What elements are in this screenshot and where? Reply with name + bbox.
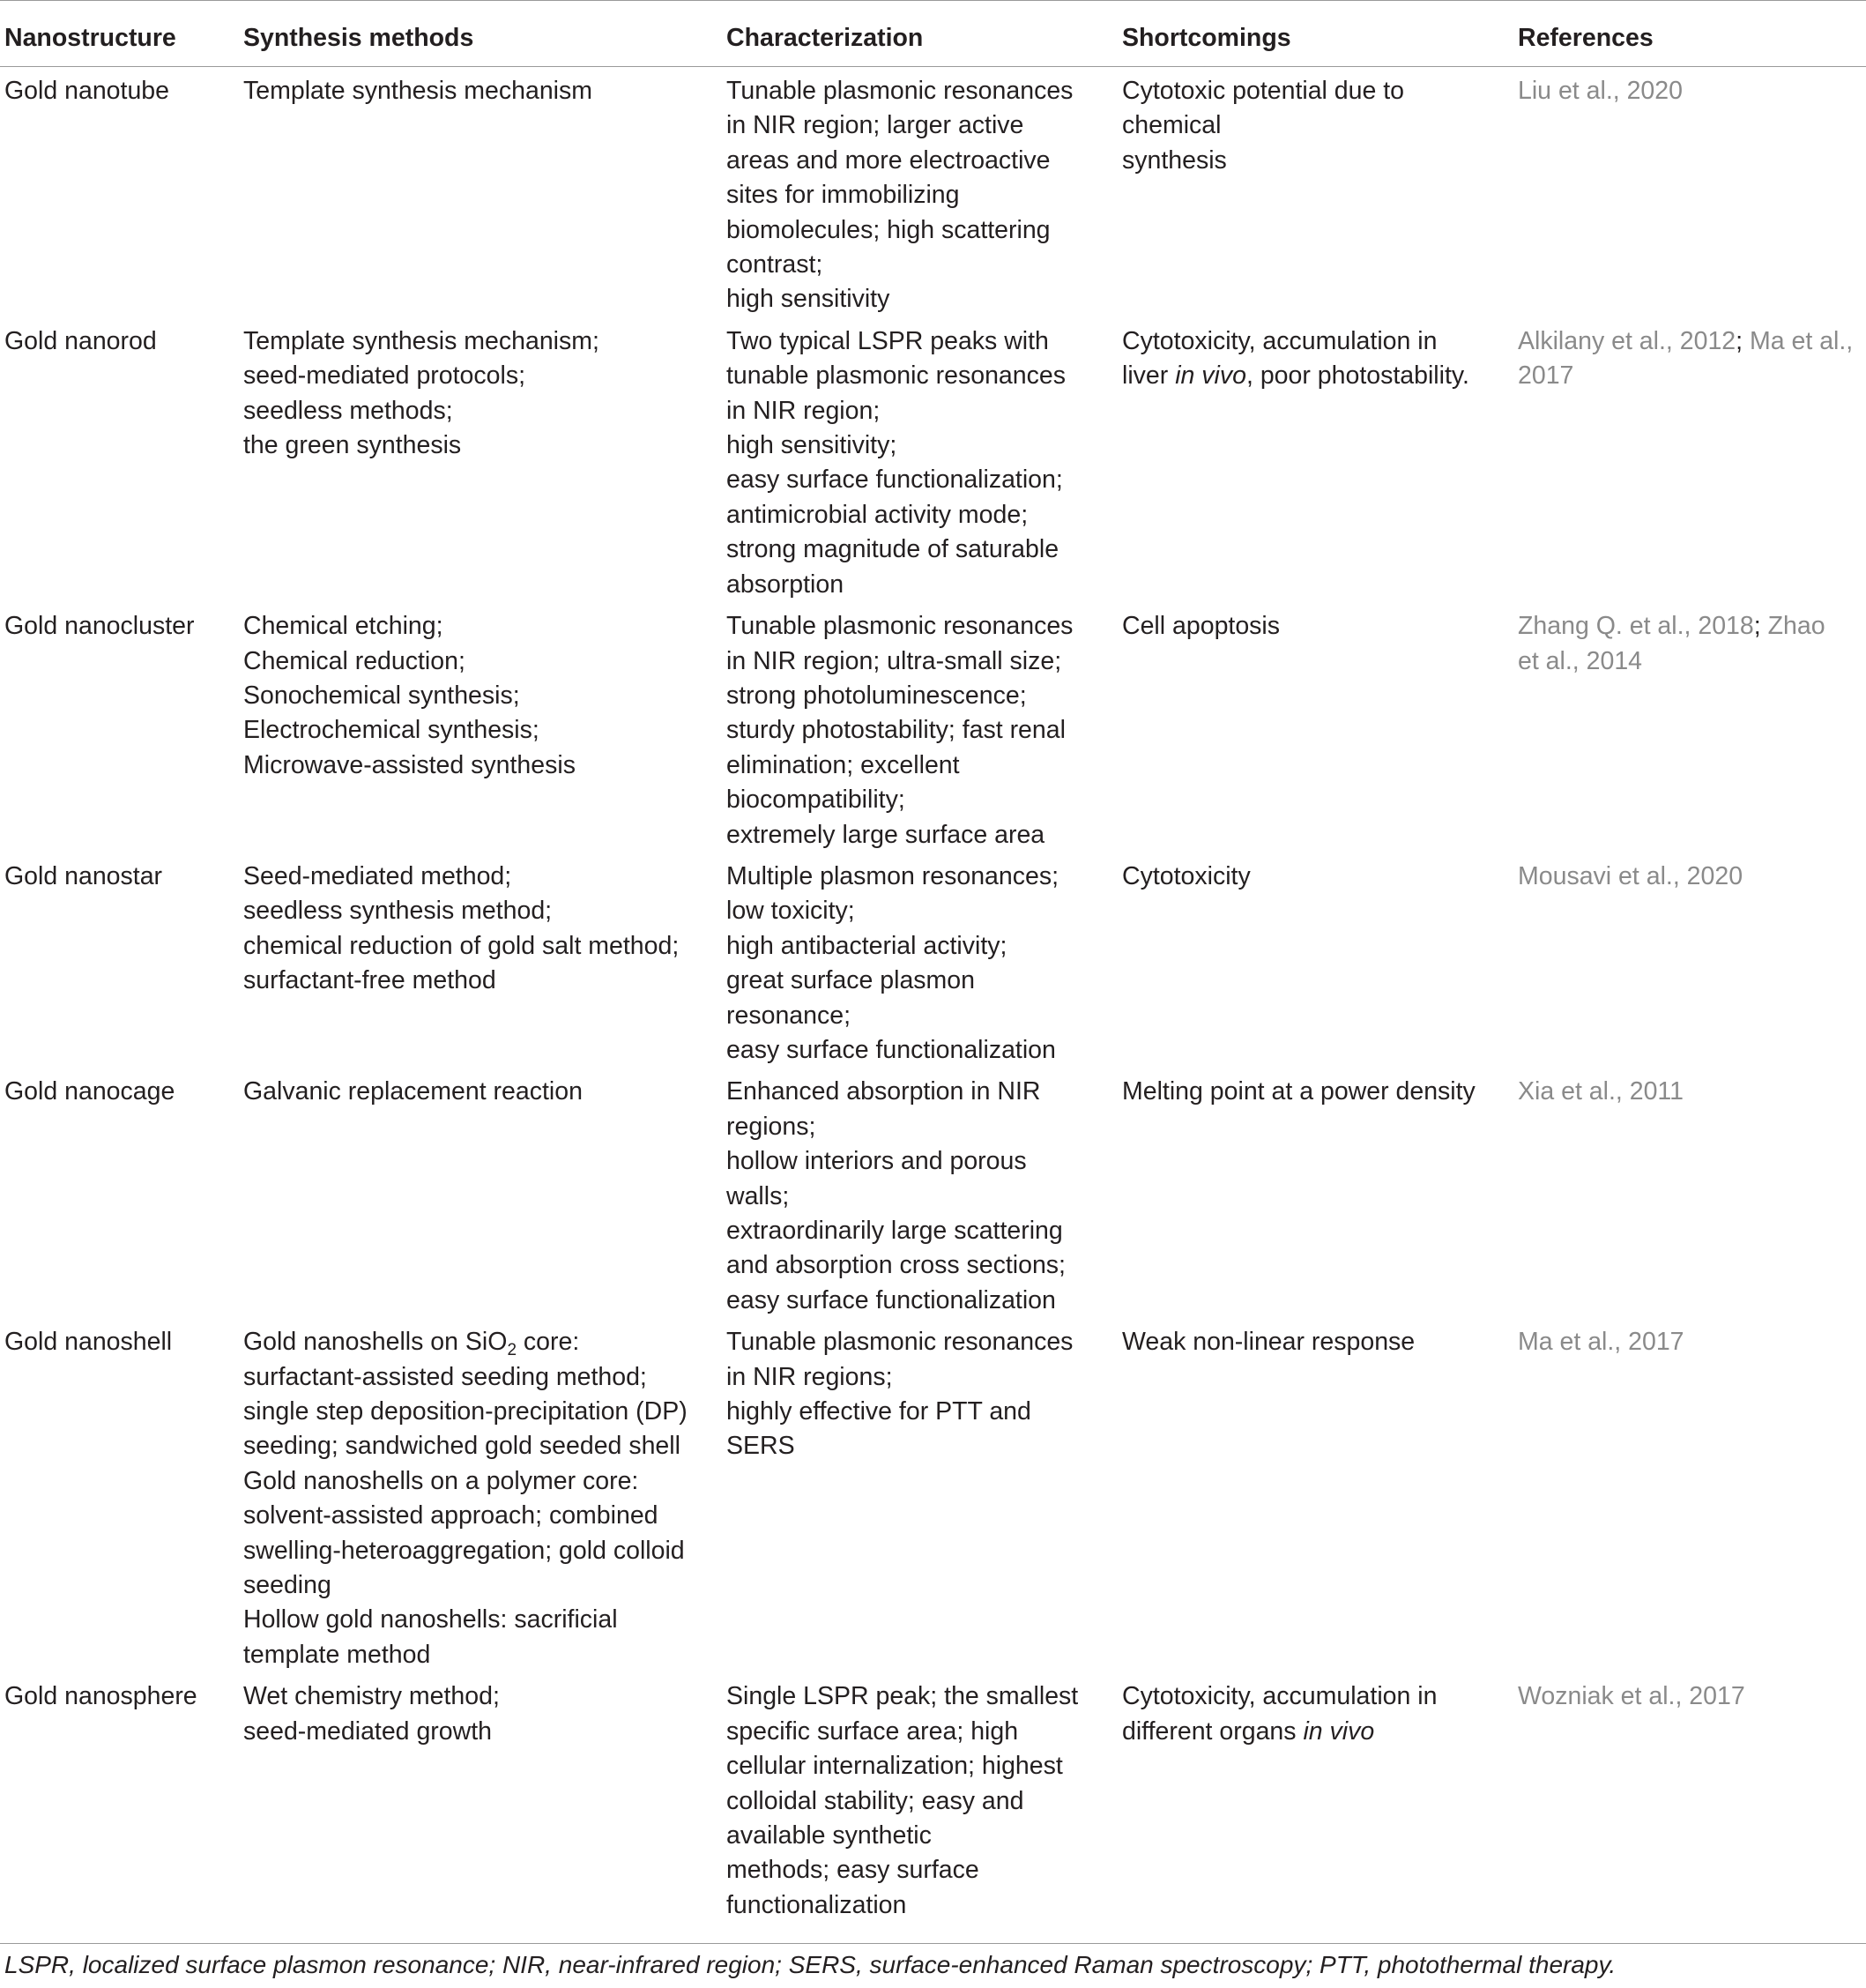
reference-link[interactable]: Liu et al., 2020 bbox=[1518, 77, 1683, 105]
table-row bbox=[0, 1318, 1866, 1672]
header-synthesis-methods: Synthesis methods bbox=[243, 1, 726, 67]
cell-synthesis: Template synthesis mechanism bbox=[243, 77, 592, 105]
cell-synthesis: Galvanic replacement reaction bbox=[243, 1077, 583, 1106]
reference-link[interactable]: Ma et al., 2017 bbox=[1518, 1328, 1684, 1357]
cell-shortcomings bbox=[1122, 317, 1518, 602]
subscript: 2 bbox=[507, 1341, 517, 1360]
cell-nanostructure: Gold nanocage bbox=[4, 1077, 175, 1106]
header-nanostructure: Nanostructure bbox=[0, 1, 243, 67]
reference-link[interactable]: Mousavi et al., 2020 bbox=[1518, 861, 1743, 890]
cell-references bbox=[1518, 853, 1866, 1068]
reference-link[interactable]: Alkilany et al., 2012 bbox=[1518, 326, 1736, 355]
cell-synthesis: Template synthesis mechanism; seed-mediated protocols; seedless methods; the green synthesis bbox=[243, 326, 599, 460]
header-characterization: Characterization bbox=[726, 1, 1122, 67]
table-row bbox=[0, 1672, 1866, 1923]
header-references: References bbox=[1518, 1, 1866, 67]
reference-link[interactable]: Zhang Q. et al., 2018 bbox=[1518, 612, 1754, 641]
cell-references bbox=[1518, 1672, 1866, 1923]
cell-shortcomings: Cell apoptosis bbox=[1122, 612, 1281, 641]
shortcomings-text: Cytotoxicity, accumulation in different organs bbox=[1122, 1682, 1438, 1746]
shortcomings-text: , poor photostability. bbox=[1245, 361, 1469, 391]
reference-separator: ; bbox=[1736, 326, 1743, 355]
shortcomings-italic: in vivo bbox=[1303, 1716, 1375, 1746]
shortcomings-text: Cytotoxicity, accumulation in liver bbox=[1122, 326, 1438, 391]
cell-references bbox=[1518, 1318, 1866, 1672]
table-row bbox=[0, 317, 1866, 602]
cell-references bbox=[1518, 1068, 1866, 1318]
cell-nanostructure: Gold nanoshell bbox=[4, 1328, 173, 1357]
table-footnote: LSPR, localized surface plasmon resonance; NIR, near-infrared region; SERS, surface-enhanced Raman spectroscopy; PTT, photothermal therapy. bbox=[0, 1943, 1866, 1979]
reference-link[interactable]: Xia et al., 2011 bbox=[1518, 1077, 1684, 1106]
cell-characterization: Multiple plasmon resonances; low toxicity; high antibacterial activity; great surface plasmon resonance; easy surface functionalization bbox=[726, 861, 1059, 1064]
cell-characterization: Tunable plasmonic resonances in NIR regions; highly effective for PTT and SERS bbox=[726, 1328, 1074, 1461]
table-header-row bbox=[0, 1, 1866, 67]
cell-references bbox=[1518, 602, 1866, 853]
cell-shortcomings: Cytotoxicity bbox=[1122, 861, 1251, 890]
cell-shortcomings: Melting point at a power density bbox=[1122, 1077, 1476, 1106]
cell-characterization: Two typical LSPR peaks with tunable plasmonic resonances in NIR region; high sensitivity; easy surface functionalization; antimicrobial activity mode; strong magnitude of saturable absorption bbox=[726, 326, 1066, 599]
table-row bbox=[0, 67, 1866, 317]
cell-nanostructure: Gold nanotube bbox=[4, 77, 169, 105]
cell-characterization: Single LSPR peak; the smallest specific surface area; high cellular internalization; highest colloidal stability; easy and available synthetic methods; easy surface functionalization bbox=[726, 1682, 1079, 1919]
cell-references bbox=[1518, 317, 1866, 602]
reference-link[interactable]: Wozniak et al., 2017 bbox=[1518, 1682, 1745, 1711]
cell-characterization: Enhanced absorption in NIR regions; hollow interiors and porous walls; extraordinarily large scattering and absorption cross sections; easy surface functionalization bbox=[726, 1077, 1066, 1314]
cell-synthesis: Chemical etching; Chemical reduction; Sonochemical synthesis; Electrochemical synthesis; Microwave-assisted synthesis bbox=[243, 612, 576, 779]
cell-synthesis: Seed-mediated method; seedless synthesis method; chemical reduction of gold salt method; surfactant-free method bbox=[243, 861, 680, 995]
table-row bbox=[0, 602, 1866, 853]
cell-shortcomings: Cytotoxic potential due to chemical synthesis bbox=[1122, 77, 1405, 175]
cell-shortcomings bbox=[1122, 1672, 1518, 1923]
cell-nanostructure: Gold nanorod bbox=[4, 326, 157, 355]
reference-link[interactable]: Zhao et al., 2014 bbox=[1518, 612, 1825, 675]
table-row bbox=[0, 853, 1866, 1068]
header-shortcomings: Shortcomings bbox=[1122, 1, 1518, 67]
cell-synthesis bbox=[243, 1318, 726, 1672]
cell-references bbox=[1518, 67, 1866, 317]
cell-synthesis: Wet chemistry method; seed-mediated growth bbox=[243, 1682, 500, 1746]
cell-nanostructure: Gold nanosphere bbox=[4, 1682, 197, 1711]
table-row bbox=[0, 1068, 1866, 1318]
synthesis-text: core: surfactant-assisted seeding method; single step deposition-precipitation (DP) seeding; sandwiched gold seeded shell Gold nanoshells on a polymer core: solvent-assisted approach; combined swelling-heteroaggregation; gold colloid seeding Hollow gold nanoshells: sacrificial template method bbox=[243, 1328, 688, 1669]
cell-characterization: Tunable plasmonic resonances in NIR region; larger active areas and more electroactive sites for immobilizing biomolecules; high scattering contrast; high sensitivity bbox=[726, 77, 1074, 314]
synthesis-text: Gold nanoshells on SiO bbox=[243, 1328, 508, 1357]
cell-nanostructure: Gold nanocluster bbox=[4, 612, 195, 641]
cell-shortcomings: Weak non-linear response bbox=[1122, 1328, 1416, 1357]
cell-characterization: Tunable plasmonic resonances in NIR region; ultra-small size; strong photoluminescence; sturdy photostability; fast renal elimination; excellent biocompatibility; extremely large surface area bbox=[726, 612, 1074, 849]
reference-separator: ; bbox=[1753, 612, 1761, 641]
shortcomings-italic: in vivo bbox=[1175, 361, 1246, 391]
reference-link[interactable]: Ma et al., 2017 bbox=[1518, 326, 1854, 391]
cell-nanostructure: Gold nanostar bbox=[4, 861, 163, 890]
